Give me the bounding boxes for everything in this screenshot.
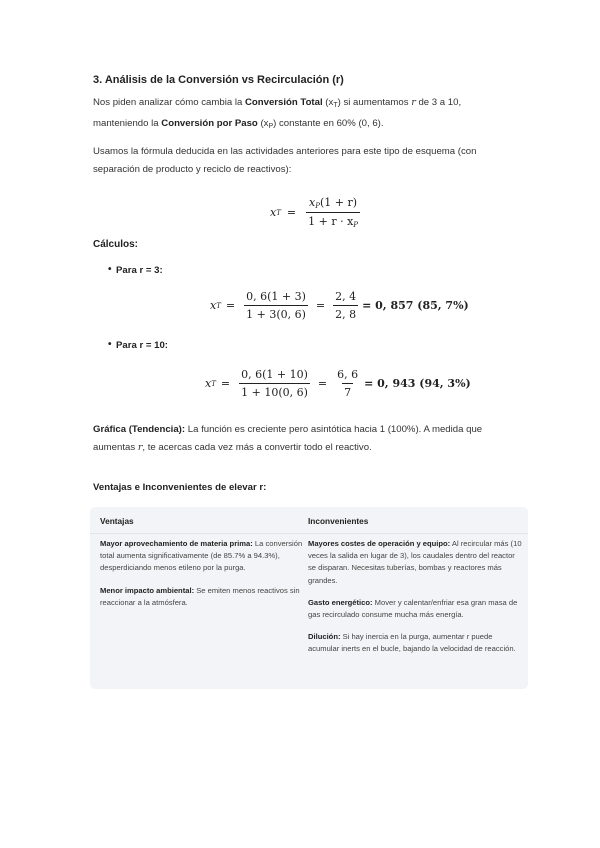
calc-item-2-label: • Para r = 10: <box>116 340 168 351</box>
calc-item-1-label: • Para r = 3: <box>116 265 163 276</box>
intro-paragraph-1: Nos piden analizar cómo cambia la Conversión Total $(x_T)$ si aumentamos r de 3 a 10, manteniendo la Conversión por Paso $(x_P)$ constante en 60% (0, 6). <box>93 97 462 130</box>
calc-item-1-result: = 0, 857 (85, 7%) <box>362 299 469 312</box>
calc-item-2-result: = 0, 943 (94, 3%) <box>364 377 471 390</box>
inconvenientes-column <box>308 507 522 666</box>
calculos-title: Cálculos: <box>93 239 139 250</box>
inconveniente-item: Mayores costes de operación y equipo: Al recircular más (10 veces la salida en lugar de 3), los caudales dentro del reactor se disparan. Necesitas tuberías, bombas y reactores más grandes. <box>308 539 522 585</box>
calc-item-1-equation: x T = $\frac{0, 6(1 + 3)}{1 + 3(0, 6)}$ = $\frac{2, 4}{2, 8}$ = 0, 857 (85, 7%) <box>210 290 469 321</box>
ventajas-heading: Ventajas e Inconvenientes de elevar r: <box>93 482 267 493</box>
formula-fraction: $\frac{x_P(1 + r)}{1 + r \cdot x_P}$ <box>308 196 358 229</box>
ventaja-item: Mayor aprovechamiento de materia prima: La conversión total aumenta significativamente (de 85.7% a 94.3%), desperdiciando menos etileno por la purga. <box>100 539 303 573</box>
table-header-divider <box>90 533 528 534</box>
calc-item-2-equation: x T = $\frac{0, 6(1 + 10)}{1 + 10(0, 6)}$ = $\frac{6, 6}{7}$ = 0, 943 (94, 3%) <box>205 368 471 399</box>
inconveniente-item: Gasto energético: Mover y calentar/enfriar esa gran masa de gas recirculado consume mucha más energía. <box>308 597 518 620</box>
inconvenientes-header: Inconvenientes <box>308 516 369 526</box>
section-title: 3. Análisis de la Conversión vs Recirculación (r) <box>93 74 344 86</box>
inconveniente-item: Dilución: Si hay inercia en la purga, aumentar r puede acumular inerts en el bucle, bajando la velocidad de reacción. <box>308 632 516 654</box>
grafica-paragraph: Gráfica (Tendencia): La función es creciente pero asintótica hacia 1 (100%). A medida que aumentas r, te acercas cada vez más a convertir todo el reactivo. <box>93 424 483 453</box>
ventajas-header: Ventajas <box>100 516 134 526</box>
pros-cons-table <box>90 507 528 689</box>
ventaja-item: Menor impacto ambiental: Se emiten menos reactivos sin reaccionar a la atmósfera. <box>100 585 300 607</box>
ventajas-column <box>100 507 305 619</box>
intro-paragraph-2: Usamos la fórmula deducida en las actividades anteriores para este tipo de esquema (con separación de producto y reciclo de reactivos): <box>93 146 477 175</box>
main-formula: x T = $\frac{x_P(1 + r)}{1 + r \cdot x_P}$ <box>270 196 358 229</box>
